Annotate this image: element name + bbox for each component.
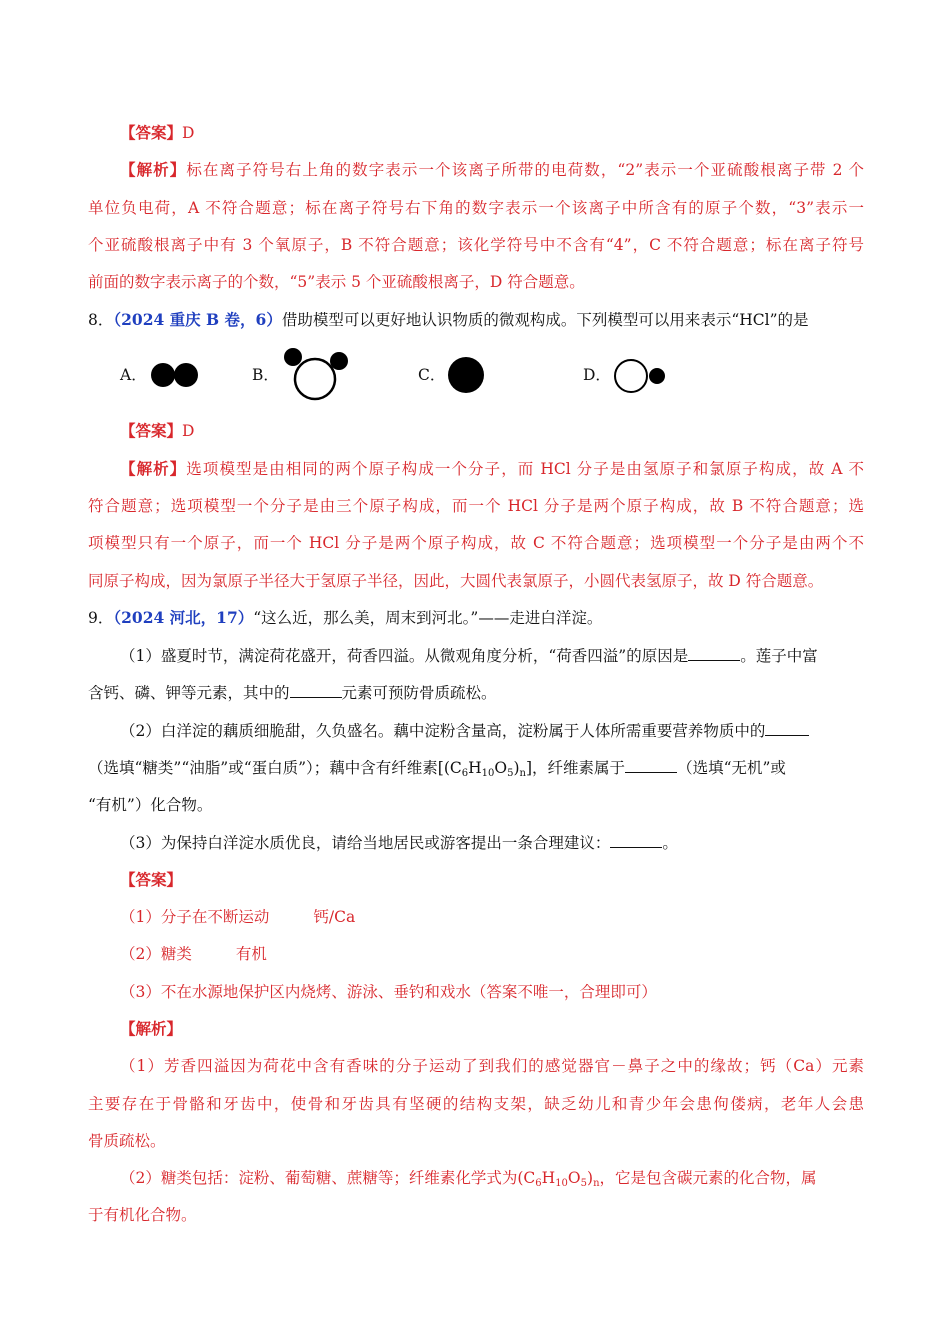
option-c-model: [444, 355, 488, 395]
answer-blank[interactable]: [765, 721, 809, 736]
q9-analysis-1-line1: （1）芳香四溢因为荷花中含有香味的分子运动了到我们的感觉器官－鼻子之中的缘故；钙（Ca）元素: [120, 1057, 864, 1075]
atom-circle-small: [649, 368, 665, 384]
q9-answer-2: （2）糖类 有机: [120, 945, 267, 963]
option-d-model: [611, 356, 671, 396]
q8-analysis-line-1: 【解析】选项模型是由相同的两个原子构成一个分子，而 HCl 分子是由氢原子和氯原子构成，故 A 不: [120, 459, 864, 478]
option-a-model: [148, 358, 204, 392]
q8-stem: [88, 310, 864, 330]
option-c-label: C．: [418, 366, 446, 384]
q7-answer: [120, 123, 864, 143]
question-source: （2024 河北，17）: [113, 608, 254, 627]
atom-circle: [448, 357, 484, 393]
q9-analysis-1-line2: 主要存在于骨骼和牙齿中，使骨和牙齿具有坚硬的结构支架，缺乏幼儿和青少年会患佝偻病，老年人会患: [88, 1095, 864, 1113]
option-a-label: A．: [120, 366, 147, 384]
option-b-label: B．: [252, 366, 279, 384]
q8-answer: [120, 421, 864, 441]
q9-analysis-2-line2: 于有机化合物。: [88, 1206, 197, 1224]
atom-circle-large: [615, 360, 647, 392]
q9-answer-3: （3）不在水源地保护区内烧烤、游泳、垂钓和戏水（答案不唯一，合理即可）: [120, 983, 657, 1001]
q7-analysis-line-4: 前面的数字表示离子的个数，“5”表示 5 个亚硫酸根离子，D 符合题意。: [88, 273, 585, 291]
question-number: 8．: [88, 311, 114, 329]
atom-circle: [174, 363, 198, 387]
q7-analysis-line-3: 个亚硫酸根离子中有 3 个氧原子，B 不符合题意；该化学符号中不含有“4”，C 不符合题意；标在离子符号: [88, 236, 864, 254]
q9-part2-line2: （选填“糖类”“油脂”或“蛋白质”）；藕中含有纤维素$[(C_6H_{10}O_5)_n]$，纤维素属于 （选填“无机”或: [88, 759, 786, 778]
atom-circle: [295, 359, 335, 399]
question-stem: “这么近，那么美，周末到河北。”——走进白洋淀。: [253, 609, 603, 627]
answer-value: D: [182, 422, 195, 440]
q7-analysis-line-1: 【解析】标在离子符号右上角的数字表示一个该离子所带的电荷数，“2”表示一个亚硫酸根离子带 2 个: [120, 160, 864, 179]
q8-analysis-line-3: 项模型只有一个原子，而一个 HCl 分子是两个原子构成，故 C 不符合题意；选项模型一个分子是由两个不: [88, 534, 864, 552]
atom-circle: [330, 352, 348, 370]
answer-tag: 【答案】: [120, 421, 183, 440]
q9-answer-1: （1）分子在不断运动 钙/Ca: [120, 908, 356, 926]
question-source: （2024 重庆 B 卷，6）: [113, 310, 282, 329]
answer-value: D: [182, 124, 195, 142]
option-b-model: [278, 344, 354, 404]
answer-tag: 【答案】: [120, 123, 183, 142]
q8-analysis-line-2: 符合题意；选项模型一个分子是由三个原子构成，而一个 HCl 分子是两个原子构成，故 B 不符合题意；选: [88, 497, 864, 515]
atom-circle: [284, 348, 302, 366]
answer-blank[interactable]: [688, 646, 740, 661]
q9-part2-line1: （2）白洋淀的藕质细脆甜，久负盛名。藕中淀粉含量高，淀粉属于人体所需重要营养物质中的: [120, 721, 864, 741]
q7-analysis-line-2: 单位负电荷，A 不符合题意；标在离子符号右下角的数字表示一个该离子中所含有的原子个数，“3”表示一: [88, 199, 864, 217]
question-number: 9．: [88, 609, 114, 627]
q9-answer-tag: 【答案】: [120, 870, 183, 889]
q9-analysis-2-line1: （2）糖类包括：淀粉、葡萄糖、蔗糖等；纤维素化学式为$(C_6H_{10}O_5)_n$，它是包含碳元素的化合物，属: [120, 1169, 817, 1188]
q9-analysis-tag: 【解析】: [120, 1019, 183, 1038]
answer-blank[interactable]: [290, 683, 342, 698]
q9-part3: （3）为保持白洋淀水质优良，请给当地居民或游客提出一条合理建议： 。: [120, 834, 678, 852]
option-d-label: D．: [583, 366, 611, 384]
q9-stem: [88, 608, 864, 628]
atom-circle: [151, 363, 175, 387]
analysis-tag: 【解析】: [120, 160, 187, 179]
question-stem: 借助模型可以更好地认识物质的微观构成。下列模型可以用来表示“HCl”的是: [281, 311, 809, 329]
answer-blank[interactable]: [625, 758, 677, 773]
q9-part1-line2: 含钙、磷、钾等元素，其中的 元素可预防骨质疏松。: [88, 684, 497, 702]
analysis-tag: 【解析】: [120, 459, 187, 478]
q9-part2-line3: “有机”）化合物。: [88, 796, 213, 814]
answer-blank[interactable]: [610, 833, 662, 848]
q9-analysis-1-line3: 骨质疏松。: [88, 1132, 166, 1150]
q8-analysis-line-4: 同原子构成，因为氯原子半径大于氢原子半径，因此，大圆代表氯原子，小圆代表氢原子，故 D 符合题意。: [88, 572, 824, 590]
q9-part1-line1: （1）盛夏时节，满淀荷花盛开，荷香四溢。从微观角度分析，“荷香四溢”的原因是 。莲子中富: [120, 647, 818, 665]
